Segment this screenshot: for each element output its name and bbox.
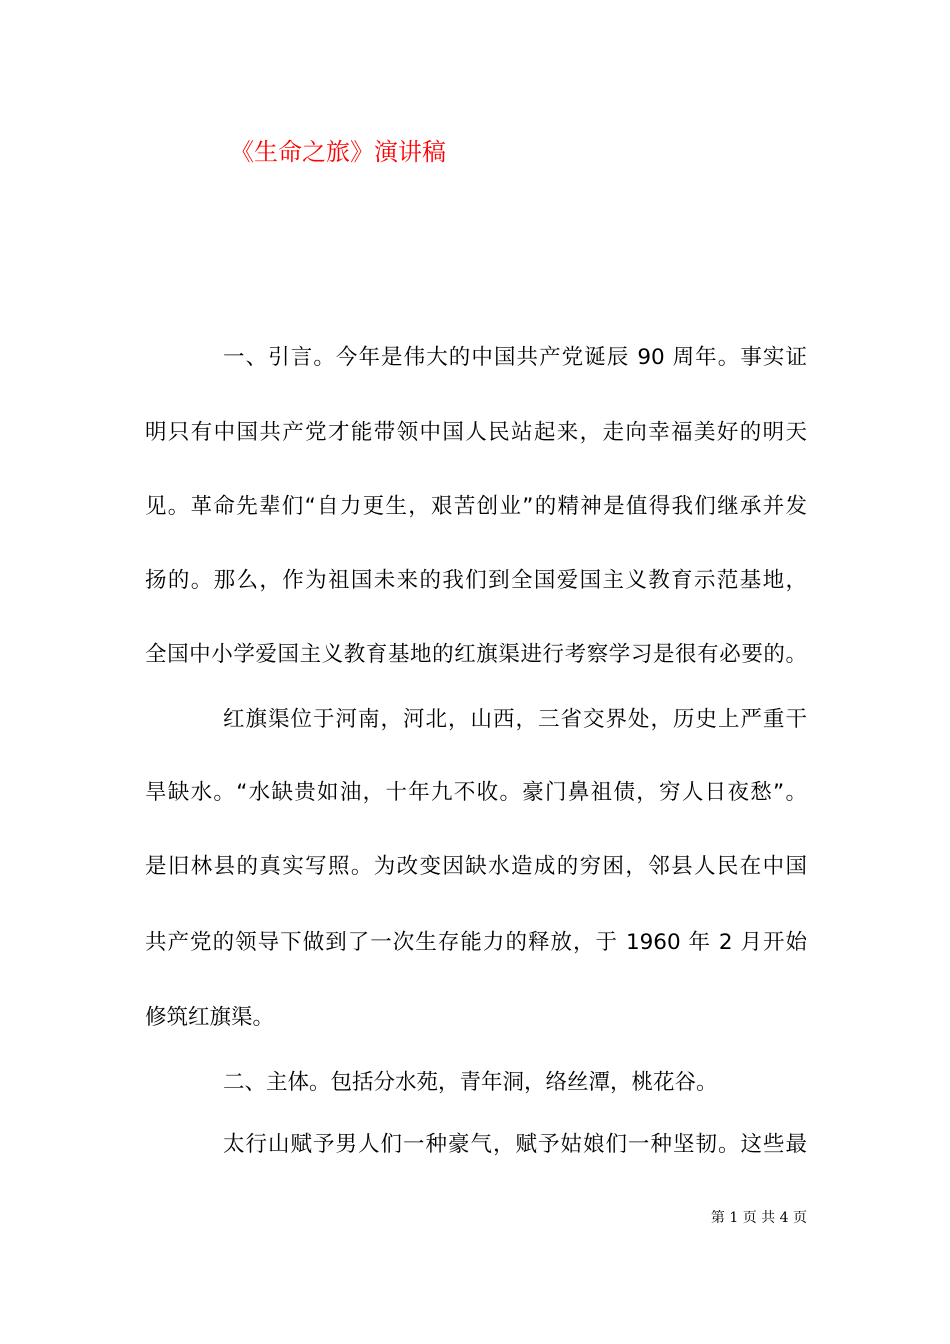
paragraph-line: 明只有中国共产党才能带领中国人民站起来，走向幸福美好的明天 [145,420,807,445]
paragraph-line: 见。革命先辈们“自力更生，艰苦创业”的精神是值得我们继承并发 [145,494,807,519]
paragraph-line: 共产党的领导下做到了一次生存能力的释放，于 1960 年 2 月开始 [145,930,807,955]
paragraph-line: 修筑红旗渠。 [145,1005,275,1030]
paragraph-line: 太行山赋予男人们一种豪气，赋予姑娘们一种坚韧。这些最 [223,1132,807,1157]
paragraph-line: 一、引言。今年是伟大的中国共产党诞辰 90 周年。事实证 [223,345,807,370]
paragraph-line: 全国中小学爱国主义教育基地的红旗渠进行考察学习是很有必要的。 [145,642,807,667]
paragraph-line: 红旗渠位于河南，河北，山西，三省交界处，历史上严重干 [223,707,807,732]
paragraph-line: 旱缺水。“水缺贵如油，十年九不收。豪门鼻祖债，穷人日夜愁”。 [145,780,807,805]
paragraph-line: 二、主体。包括分水苑，青年洞，络丝潭，桃花谷。 [223,1070,718,1095]
paragraph-line: 扬的。那么，作为祖国未来的我们到全国爱国主义教育示范基地， [145,568,807,593]
paragraph-line: 是旧林县的真实写照。为改变因缺水造成的穷困，邻县人民在中国 [145,854,807,879]
document-title: 《生命之旅》演讲稿 [230,138,446,166]
page-number: 第 1 页 共 4 页 [710,1210,807,1226]
